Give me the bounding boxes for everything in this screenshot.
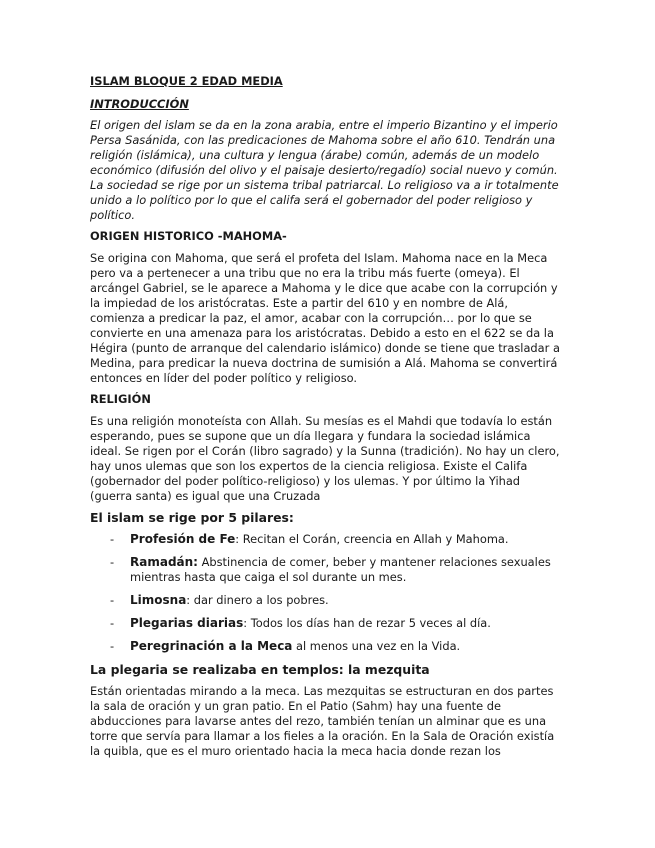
pilar-term: Peregrinación a la Meca xyxy=(130,639,293,653)
list-item xyxy=(110,593,565,608)
pilar-term: Ramadán: xyxy=(130,555,198,569)
religion-heading: RELIGIÓN xyxy=(90,392,151,406)
pilar-term: Plegarias diarias xyxy=(130,616,244,630)
list-item xyxy=(110,616,565,631)
origen-heading: ORIGEN HISTORICO -MAHOMA- xyxy=(90,229,287,243)
intro-paragraph: El origen del islam se da en la zona arabia, entre el imperio Bizantino y el imperio Persa Sasánida, con las predicaciones de Mahoma sobre el año 610. Tendrán una religión (islámica), una cultura y lengua (árabe) común, además de un modelo económico (difusión del olivo y el paisaje desierto/regadío) social nuevo y común. La sociedad se rige por un sistema tribal patriarcal. Lo religioso va a ir totalmente unido a lo político por lo que el califa será el gobernador del poder religioso y político. xyxy=(90,118,559,222)
pilar-term: Profesión de Fe xyxy=(130,532,236,546)
pilar-text: : Todos los días han de rezar 5 veces al día. xyxy=(243,616,491,630)
origen-paragraph: Se origina con Mahoma, que será el profeta del Islam. Mahoma nace en la Meca pero va a pertenecer a una tribu que no era la tribu más fuerte (omeya). El arcángel Gabriel, se le aparece a Mahoma y le dice que acabe con la corrupción y la impiedad de los aristócratas. Este a partir del 610 y en nombre de Alá, comienza a predicar la paz, el amor, acabar con la corrupción… por lo que se convierte en una amenaza para los aristócratas. Debido a esto en el 622 se da la Hégira (punto de arranque del calendario islámico) donde se tiene que trasladar a Medina, para predicar la nueva doctrina de sumisión a Alá. Mahoma se convertirá entonces en líder del poder político y religioso. xyxy=(90,251,560,385)
list-item xyxy=(110,532,565,547)
pilar-text: al menos una vez en la Vida. xyxy=(292,639,461,653)
list-dash: - xyxy=(110,532,115,546)
religion-paragraph: Es una religión monoteísta con Allah. Su mesías es el Mahdi que todavía lo están esperando, pues se supone que un día llegara y fundara la sociedad islámica ideal. Se rigen por el Corán (libro sagrado) y la Sunna (tradición). No hay un clero, hay unos ulemas que son los expertos de la ciencia religiosa. Existe el Califa (gobernador del poder político-religioso) y los ulemas. Y por último la Yihad (guerra santa) es igual que una Cruzada xyxy=(90,414,560,503)
list-dash: - xyxy=(110,593,115,607)
plegaria-heading: La plegaria se realizaba en templos: la mezquita xyxy=(90,662,430,677)
pilar-text: : Recitan el Corán, creencia en Allah y Mahoma. xyxy=(235,532,509,546)
plegaria-paragraph: Están orientadas mirando a la meca. Las mezquitas se estructuran en dos partes la sala de oración y un gran patio. En el Patio (Sahm) hay una fuente de abducciones para lavarse antes del rezo, también tenían un alminar que es una torre que servía para llamar a los fieles a la oración. En la Sala de Oración existía la quibla, que es el muro orientado hacia la meca hacia donde rezan los xyxy=(90,684,555,758)
pilares-heading: El islam se rige por 5 pilares: xyxy=(90,510,294,525)
pilar-term: Limosna xyxy=(130,593,187,607)
list-item xyxy=(110,555,565,585)
pilares-list xyxy=(90,532,565,654)
intro-heading: INTRODUCCIÓN xyxy=(90,97,189,111)
list-dash: - xyxy=(110,555,115,569)
pilar-text: : dar dinero a los pobres. xyxy=(186,593,329,607)
list-dash: - xyxy=(110,616,115,630)
pilar-text: Abstinencia de comer, beber y mantener relaciones sexuales mientras hasta que caiga el sol durante un mes. xyxy=(130,555,551,584)
document-title: ISLAM BLOQUE 2 EDAD MEDIA xyxy=(90,74,283,88)
list-item xyxy=(110,639,565,654)
list-dash: - xyxy=(110,639,115,653)
